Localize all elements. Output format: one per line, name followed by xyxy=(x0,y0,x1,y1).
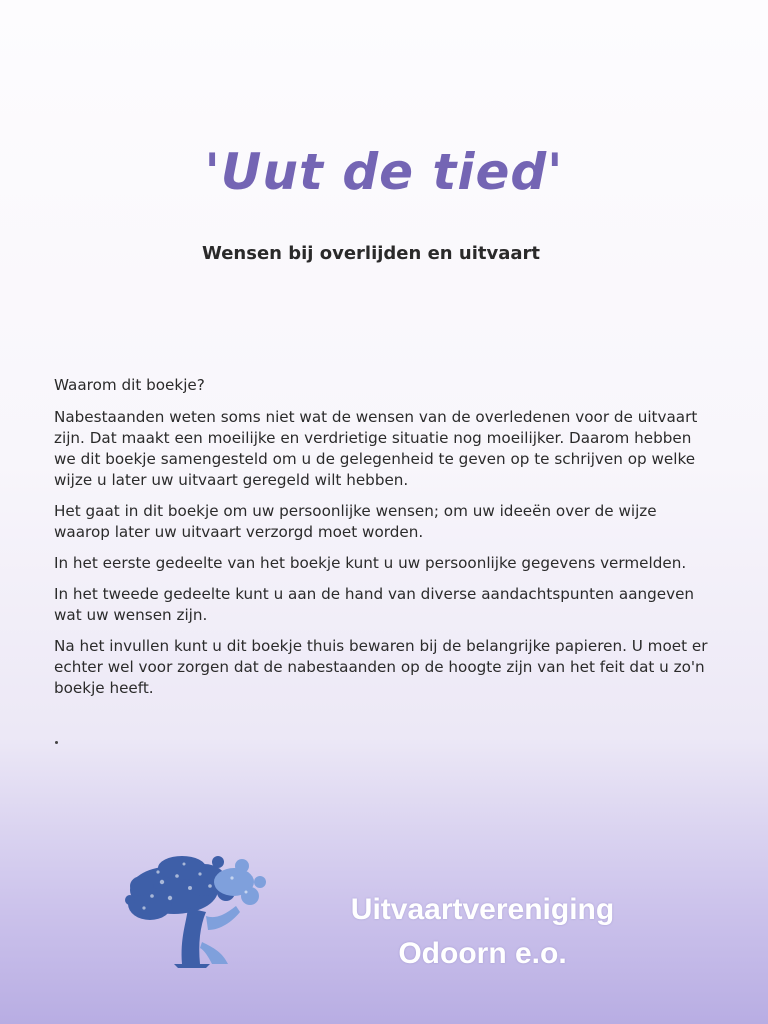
paragraph-3: In het eerste gedeelte van het boekje kunt u uw persoonlijke gegevens vermelden. xyxy=(54,554,687,572)
tree-icon xyxy=(122,852,272,970)
paragraph-1: Nabestaanden weten soms niet wat de wensen van de overledenen voor de uitvaart zijn. Dat maakt een moeilijke en verdrietige situatie nog moeilijker. Daarom hebben we dit boekje samengesteld om u de gelegenheid te geven op te schrijven op welke wijze u later uw uitvaart geregeld wilt hebben. xyxy=(54,408,698,489)
organization-line-2: Odoorn e.o. xyxy=(398,937,567,970)
document-body xyxy=(54,375,714,709)
organization-name xyxy=(300,888,665,976)
paragraph-4: In het tweede gedeelte kunt u aan de hand van diverse aandachtspunten aangeven wat uw wensen zijn. xyxy=(54,585,695,624)
document-subtitle: Wensen bij overlijden en uitvaart xyxy=(202,243,540,264)
document-title: 'Uut de tied' xyxy=(204,143,564,201)
paragraph-2: Het gaat in dit boekje om uw persoonlijke wensen; om uw ideeën over de wijze waarop later uw uitvaart verzorgd moet worden. xyxy=(54,502,657,541)
paragraph-5: Na het invullen kunt u dit boekje thuis bewaren bij de belangrijke papieren. U moet er echter wel voor zorgen dat de nabestaanden op de hoogte zijn van het feit dat u zo'n boekje heeft. xyxy=(54,637,708,697)
stray-dot xyxy=(55,741,58,744)
organization-line-1: Uitvaartvereniging xyxy=(350,893,615,926)
intro-heading: Waarom dit boekje? xyxy=(54,376,205,394)
